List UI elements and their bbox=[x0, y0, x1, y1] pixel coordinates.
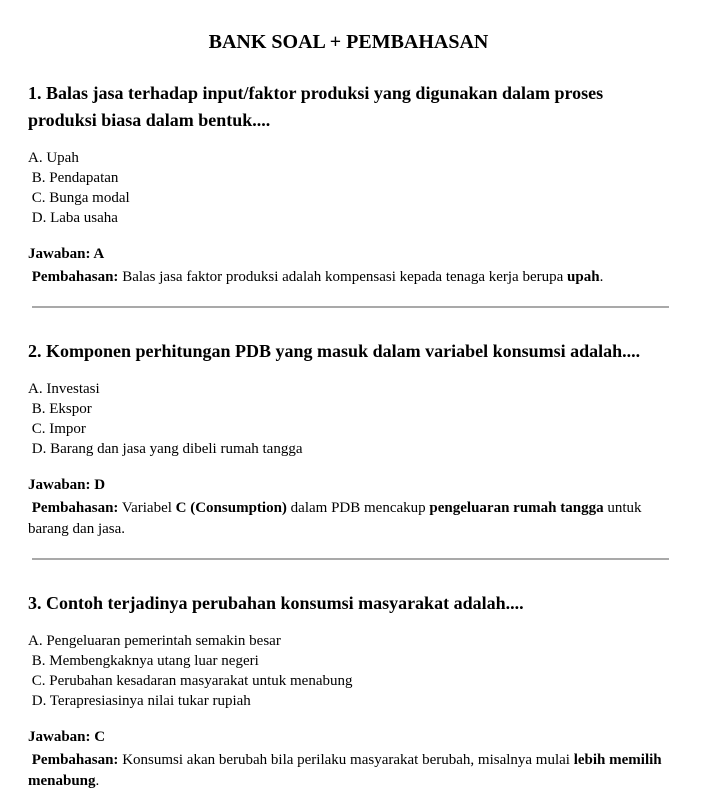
explanation-bold-text: Pembahasan: bbox=[28, 500, 119, 516]
section-divider bbox=[32, 558, 669, 560]
explanation-bold-text: Pembahasan: bbox=[28, 752, 119, 768]
section-divider bbox=[32, 306, 669, 308]
question-block bbox=[28, 590, 669, 792]
answer-line: Jawaban: C bbox=[28, 729, 106, 745]
option: A. Investasi bbox=[28, 381, 100, 397]
explanation-bold-text: upah bbox=[567, 269, 600, 285]
explanation-text: Konsumsi akan berubah bila perilaku masyarakat berubah, misalnya mulai bbox=[118, 752, 574, 768]
explanation-text: untuk barang dan jasa. bbox=[28, 500, 646, 537]
option: A. Upah bbox=[28, 150, 79, 166]
explanation-text: . bbox=[95, 773, 100, 789]
options-list bbox=[28, 631, 669, 711]
question-block bbox=[28, 338, 669, 560]
explanation-text: dalam PDB mencakup bbox=[286, 500, 430, 516]
explanation-text: . bbox=[599, 269, 604, 285]
questions-container bbox=[28, 80, 669, 792]
question-text: 1. Balas jasa terhadap input/faktor produksi yang digunakan dalam proses produksi biasa dalam bentuk.... bbox=[28, 83, 608, 130]
options-list bbox=[28, 379, 669, 459]
answer-line: Jawaban: D bbox=[28, 477, 106, 493]
question-text: 2. Komponen perhitungan PDB yang masuk dalam variabel konsumsi adalah.... bbox=[28, 341, 641, 361]
question-text: 3. Contoh terjadinya perubahan konsumsi masyarakat adalah.... bbox=[28, 593, 524, 613]
options-list bbox=[28, 148, 669, 228]
option: B. Pendapatan bbox=[28, 170, 119, 186]
option: D. Terapresiasinya nilai tukar rupiah bbox=[28, 693, 251, 709]
explanation-line bbox=[28, 750, 669, 792]
option: A. Pengeluaran pemerintah semakin besar bbox=[28, 633, 281, 649]
question-block bbox=[28, 80, 669, 308]
explanation-bold-text: lebih memilih menabung bbox=[28, 752, 666, 789]
option: C. Perubahan kesadaran masyarakat untuk menabung bbox=[28, 673, 353, 689]
explanation-bold-text: pengeluaran rumah tangga bbox=[429, 500, 604, 516]
explanation-bold-text: C (Consumption) bbox=[175, 500, 287, 516]
option: C. Bunga modal bbox=[28, 190, 130, 206]
option: B. Ekspor bbox=[28, 401, 92, 417]
document-title: BANK SOAL + PEMBAHASAN bbox=[208, 31, 489, 53]
answer-line: Jawaban: A bbox=[28, 246, 105, 262]
explanation-bold-text: Pembahasan: bbox=[28, 269, 119, 285]
option: D. Barang dan jasa yang dibeli rumah tangga bbox=[28, 441, 303, 457]
explanation-text: Variabel bbox=[118, 500, 176, 516]
option: D. Laba usaha bbox=[28, 210, 118, 226]
explanation-line bbox=[28, 267, 669, 288]
explanation-line bbox=[28, 498, 669, 540]
option: C. Impor bbox=[28, 421, 86, 437]
explanation-text: Balas jasa faktor produksi adalah kompensasi kepada tenaga kerja berupa bbox=[118, 269, 568, 285]
option: B. Membengkaknya utang luar negeri bbox=[28, 653, 259, 669]
